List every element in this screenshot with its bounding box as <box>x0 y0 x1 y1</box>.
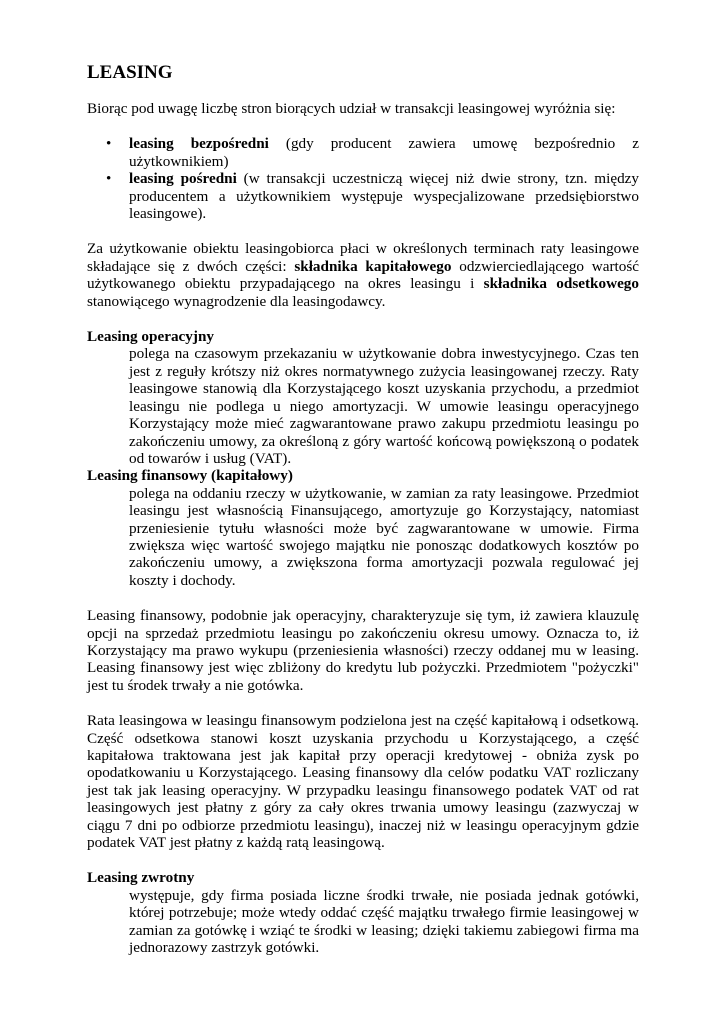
list-item-posredni <box>87 170 639 222</box>
text-operacyjny: polega na czasowym przekazaniu w użytkowanie dobra inwestycyjnego. Czas ten jest z reguły krótszy niż okres normatywnego zużycia leasingowanej rzeczy. Raty leasingowe stanowią dla Korzystającego koszt uzyskania przychodu, a przedmiot leasingu nie podlega u niego amortyzacji. W umowie leasingu operacyjnego Korzystający może mieć zagwarantowane prawo zakupu przedmiotu leasingu po zakończeniu umowy, za określoną z góry wartość końcową powiększoną o podatek od towarów i usług (VAT). <box>129 345 639 467</box>
spacer <box>87 310 639 328</box>
paragraph-rata: Rata leasingowa w leasingu finansowym podzielona jest na część kapitałową i odsetkową. Część odsetkowa stanowi koszt uzyskania przychodu u Korzystającego, a część kapitałowa traktowana jest jak kapitał przy operacji kredytowej - obniża zysk po opodatkowaniu u Korzystającego. Leasing finansowy dla celów podatku VAT rozliczany jest tak jak leasing operacyjny. W przypadku leasingu finansowego podatek VAT od rat leasingowych jest płatny z góry za cały okres trwania umowy leasingu (zazwyczaj w ciągu 7 dni po odbiorze przedmiotu leasingu), inaczej niż w leasingu operacyjnym gdzie podatek VAT jest płatny z każdą ratą leasingową. <box>87 712 639 852</box>
spacer <box>87 589 639 607</box>
text-finansowy: polega na oddaniu rzeczy w użytkowanie, w zamian za raty leasingowe. Przedmiot leasingu jest własnością Finansującego, amortyzuje go Korzystający, natomiast przeniesienie tytułu własności może być zagwarantowane w umowie. Firma zwiększa więc wartość swojego majątku nie ponosząc dodatkowych kosztów po zakończeniu umowy, a zwiększona forma amortyzacji pozwala regulować jej koszty i dochody. <box>129 484 639 589</box>
desc-bezposredni: (gdy producent zawiera umowę bezpośrednio z użytkownikiem) <box>129 135 639 170</box>
spacer <box>87 694 639 712</box>
spacer <box>87 117 639 135</box>
rates-text-3: stanowiącego wynagrodzenie dla leasingodawcy. <box>87 292 386 310</box>
heading-zwrotny: Leasing zwrotny <box>87 869 195 887</box>
heading-operacyjny: Leasing operacyjny <box>87 328 214 346</box>
bullet-icon: • <box>106 170 112 188</box>
spacer <box>87 222 639 240</box>
rates-bold-kapitalowy: składnika kapitałowego <box>294 257 452 275</box>
bullet-icon: • <box>106 135 112 153</box>
text-zwrotny: występuje, gdy firma posiada liczne środki trwałe, nie posiada jednak gotówki, której potrzebuje; może wtedy oddać część majątku trwałego firmie leasingowej w zamian za gotówkę i wziąć te środki w leasing; dzięki takiemu zabiegowi firma ma jednorazowy zastrzyk gotówki. <box>129 886 639 957</box>
rates-paragraph <box>87 240 639 310</box>
paragraph-finansowy-opcja: Leasing finansowy, podobnie jak operacyjny, charakteryzuje się tym, iż zawiera klauzulę opcji na sprzedaż przedmiotu leasingu po zakończeniu okresu umowy. Oznacza to, iż Korzystający ma prawo wykupu (przeniesienia własności) rzeczy oddanej mu w leasing. Leasing finansowy jest więc zbliżony do kredytu lub pożyczki. Przedmiotem "pożyczki" jest tu środek trwały a nie gotówka. <box>87 607 639 694</box>
spacer <box>87 851 639 869</box>
rates-bold-odsetkowy: składnika odsetkowego <box>483 275 639 293</box>
intro-paragraph: Biorąc pod uwagę liczbę stron biorących udział w transakcji leasingowej wyróżnia się: <box>87 100 616 117</box>
term-posredni: leasing pośredni <box>129 170 237 188</box>
list-item-bezposredni <box>87 135 639 170</box>
rates-text-1: Za użytkowanie obiektu leasingobiorca płaci w określonych terminach raty leasingowe składające się z dwóch części: <box>87 240 639 275</box>
rates-text-2: odzwierciedlającego wartość użytkowanego obiektu przypadającego na okres leasingu i <box>87 257 639 293</box>
leasing-types-list <box>87 135 639 222</box>
page-title: LEASING <box>87 62 173 83</box>
document-content <box>87 62 639 956</box>
term-bezposredni: leasing bezpośredni <box>129 135 269 153</box>
desc-posredni: (w transakcji uczestniczą więcej niż dwie strony, tzn. między producentem a użytkownikiem występuje wyspecjalizowane przedsiębiorstwo leasingowe). <box>129 170 639 223</box>
heading-finansowy: Leasing finansowy (kapitałowy) <box>87 467 293 485</box>
